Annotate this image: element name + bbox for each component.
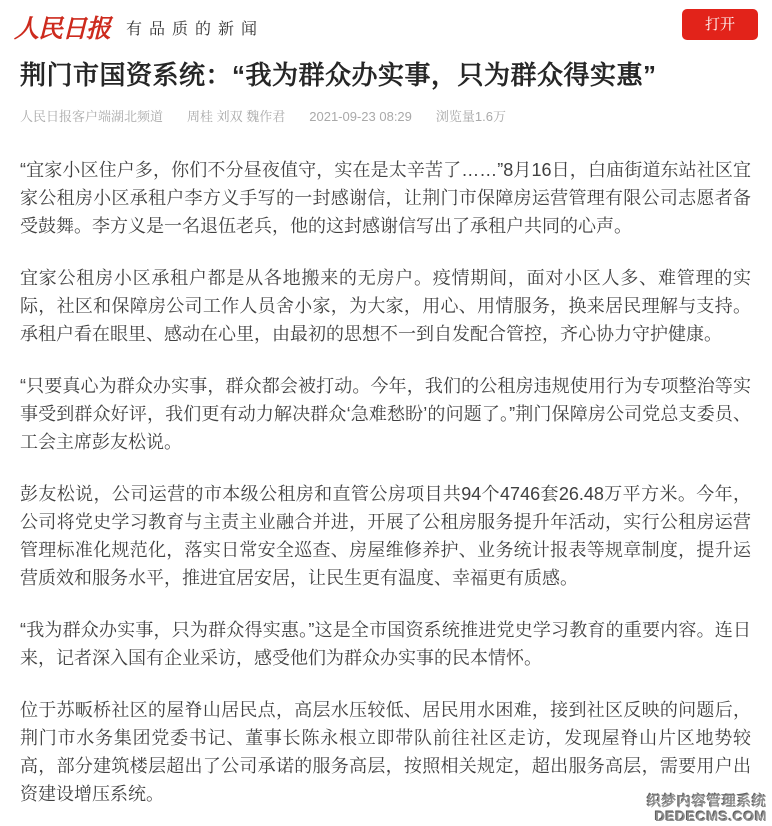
article-byline [20,106,752,125]
byline-datetime: 2021-09-23 08:29 [309,109,412,124]
article-title: 荆门市国资系统：“我为群众办实事，只为群众得实惠” [20,60,657,90]
page-header [0,0,772,44]
watermark-domain-text: DEDECMS.COM [654,808,767,824]
open-app-button[interactable]: 打开 [682,9,758,40]
dedecms-watermark [647,794,767,824]
article-paragraph: 宜家公租房小区承租户都是从各地搬来的无房户。疫情期间，面对小区人多、难管理的实际，社区和保障房公司工作人员舍小家，为大家，用心、用情服务，换来居民理解与支持。承租户看在眼里、感动在心里，由最初的思想不一到自发配合管控，齐心协力守护健康。 [20,268,751,344]
peoples-daily-logo: 人民日报 [14,14,111,43]
watermark-cn-text: 织梦内容管理系统 [647,793,767,809]
article-paragraph: 位于苏畈桥社区的屋脊山居民点，高层水压较低、居民用水困难，接到社区反映的问题后，荆门市水务集团党委书记、董事长陈永根立即带队前往社区走访，发现屋脊山片区地势较高，部分建筑楼层超出了公司承诺的服务高层，按照相关规定，超出服务高层，需要用户出资建设增压系统。 [20,700,751,804]
article-paragraph: “只要真心为群众办实事，群众都会被打动。今年，我们的公租房违规使用行为专项整治等实事受到群众好评，我们更有动力解决群众‘急难愁盼’的问题了。”荆门保障房公司党总支委员、工会主席彭友松说。 [20,376,751,452]
byline-source: 人民日报客户端湖北频道 [20,109,164,124]
article-paragraph: “宜家小区住户多，你们不分昼夜值守，实在是太辛苦了……”8月16日，白庙街道东站社区宜家公租房小区承租户李方义手写的一封感谢信，让荆门市保障房运营管理有限公司志愿者备受鼓舞。李方义是一名退伍老兵，他的这封感谢信写出了承租户共同的心声。 [20,160,751,236]
byline-authors: 周桂 刘双 魏作君 [187,109,286,124]
article-paragraph: 彭友松说，公司运营的市本级公租房和直管公房项目共94个4746套26.48万平方米。今年，公司将党史学习教育与主责主业融合并进，开展了公租房服务提升年活动，实行公租房运营管理标准化规范化，落实日常安全巡查、房屋维修养护、业务统计报表等规章制度，提升运营质效和服务水平，推进宜居安居，让民生更有温度、幸福更有质感。 [20,484,751,588]
article-body [20,156,751,808]
header-tagline: 有品质的新闻 [126,20,265,38]
article-paragraph: “我为群众办实事，只为群众得实惠。”这是全市国资系统推进党史学习教育的重要内容。连日来，记者深入国有企业采访，感受他们为群众办实事的民本情怀。 [20,620,751,668]
byline-view-count: 浏览量1.6万 [435,109,506,124]
